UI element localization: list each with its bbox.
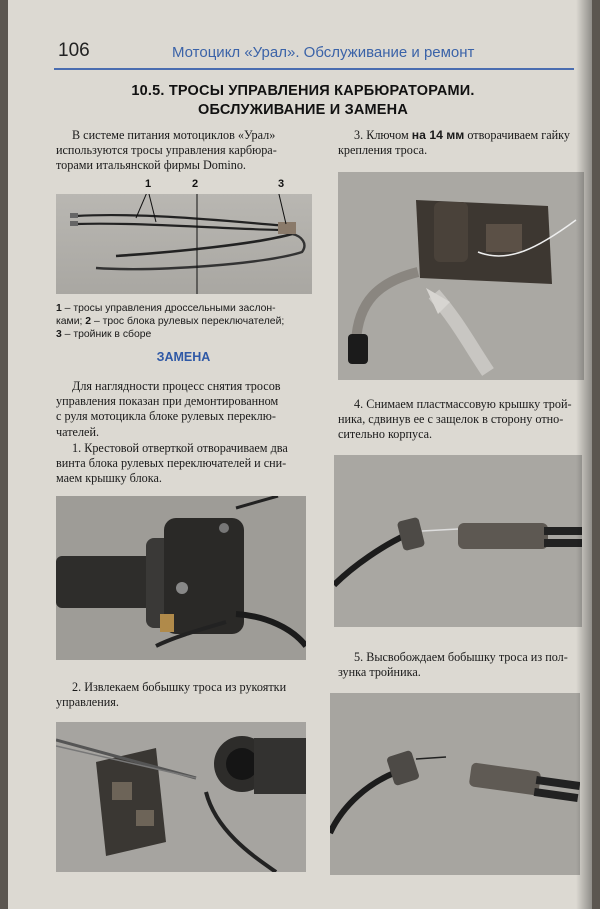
running-title: Мотоцикл «Урал». Обслуживание и ремонт (172, 44, 475, 61)
callout-2: 2 (192, 178, 199, 190)
section-title-line1: 10.5. ТРОСЫ УПРАВЛЕНИЯ КАРБЮРАТОРАМИ. (131, 83, 475, 99)
step-2-photo (56, 722, 306, 872)
book-page (8, 0, 592, 909)
page-edge-shadow (576, 0, 592, 909)
section-title (68, 82, 538, 120)
section-title-line2: ОБСЛУЖИВАНИЕ И ЗАМЕНА (197, 102, 409, 118)
replacement-heading: ЗАМЕНА (156, 350, 211, 364)
step-5-text: 5. Высвобождаем бобышку троса из пол- зунка тройника. (338, 650, 568, 680)
callout-1: 1 (145, 178, 152, 190)
step-2-text: 2. Извлекаем бобышку троса из рукоятки управления. (56, 680, 287, 710)
replacement-paragraph: Для наглядности процесс снятия тросов управления показан при демонтированном с руля мотоцикла блоке рулевых переклю- чателей. (56, 379, 281, 439)
intro-paragraph: В системе питания мотоциклов «Урал» используются тросы управления карбюра- торами итальянской фирмы Domino. (56, 128, 277, 173)
step-4-photo (334, 455, 582, 627)
page-number: 106 (58, 40, 90, 61)
header-rule (54, 68, 574, 70)
step-1-photo (56, 496, 306, 660)
step-5-photo (330, 693, 580, 875)
figure1-caption: 1 – тросы управления дроссельными заслон- ками; 2 – трос блока рулевых переключателей; 3 – тройник в сборе (56, 303, 285, 340)
step-1-text: 1. Крестовой отверткой отворачиваем два винта блока рулевых переключателей и сни- маем крышку блока. (56, 441, 288, 486)
callout-3: 3 (278, 178, 285, 190)
step-4-text: 4. Снимаем пластмассовую крышку трой- ника, сдвинув ее с защелок в сторону отно- сительно корпуса. (338, 397, 572, 442)
step-3-photo (338, 172, 584, 380)
figure-cables-photo (56, 194, 312, 294)
step-3-text: 3. Ключом на 14 мм отворачиваем гайку крепления троса. (338, 128, 570, 158)
